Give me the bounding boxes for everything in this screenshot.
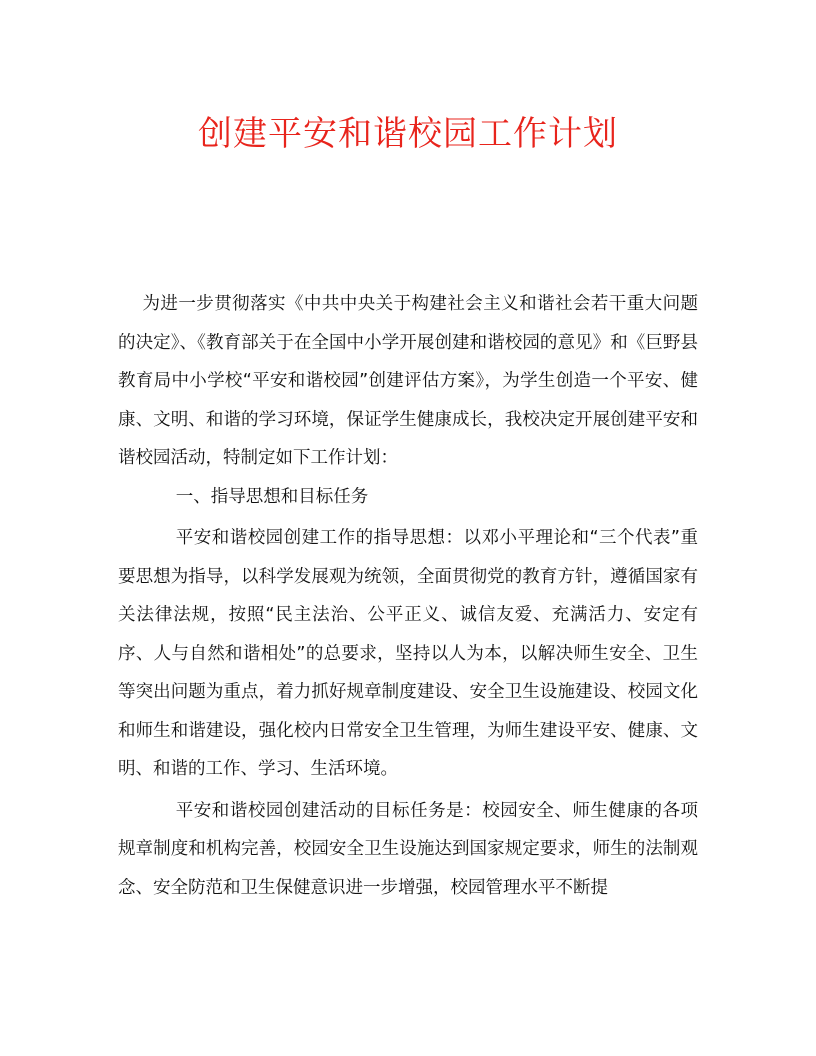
document-body (118, 285, 698, 907)
intro-paragraph: 为进一步贯彻落实《中共中央关于构建社会主义和谐社会若干重大问题的决定》、《教育部关于在全国中小学开展创建和谐校园的意见》和《巨野县教育局中小学校“平安和谐校园”创建评估方案》，为学生创造一个平安、健康、文明、和谐的学习环境，保证学生健康成长，我校决定开展创建平安和谐校园活动，特制定如下工作计划： (118, 294, 698, 468)
objectives-paragraph: 平安和谐校园创建活动的目标任务是：校园安全、师生健康的各项规章制度和机构完善，校园安全卫生设施达到国家规定要求，师生的法制观念、安全防范和卫生保健意识进一步增强，校园管理水平不断提 (118, 800, 698, 898)
document-title: 创建平安和谐校园工作计划 (198, 114, 618, 154)
section-heading: 一、指导思想和目标任务 (175, 486, 369, 507)
guiding-ideology-paragraph: 平安和谐校园创建工作的指导思想：以邓小平理论和“三个代表”重要思想为指导，以科学发展观为统领，全面贯彻党的教育方针，遵循国家有关法律法规，按照“民主法治、公平正义、诚信友爱、充满活力、安定有序、人与自然和谐相处”的总要求，坚持以人为本，以解决师生安全、卫生等突出问题为重点，着力抓好规章制度建设、安全卫生设施建设、校园文化和师生和谐建设，强化校内日常安全卫生管理，为师生建设平安、健康、文明、和谐的工作、学习、生活环境。 (118, 528, 698, 779)
